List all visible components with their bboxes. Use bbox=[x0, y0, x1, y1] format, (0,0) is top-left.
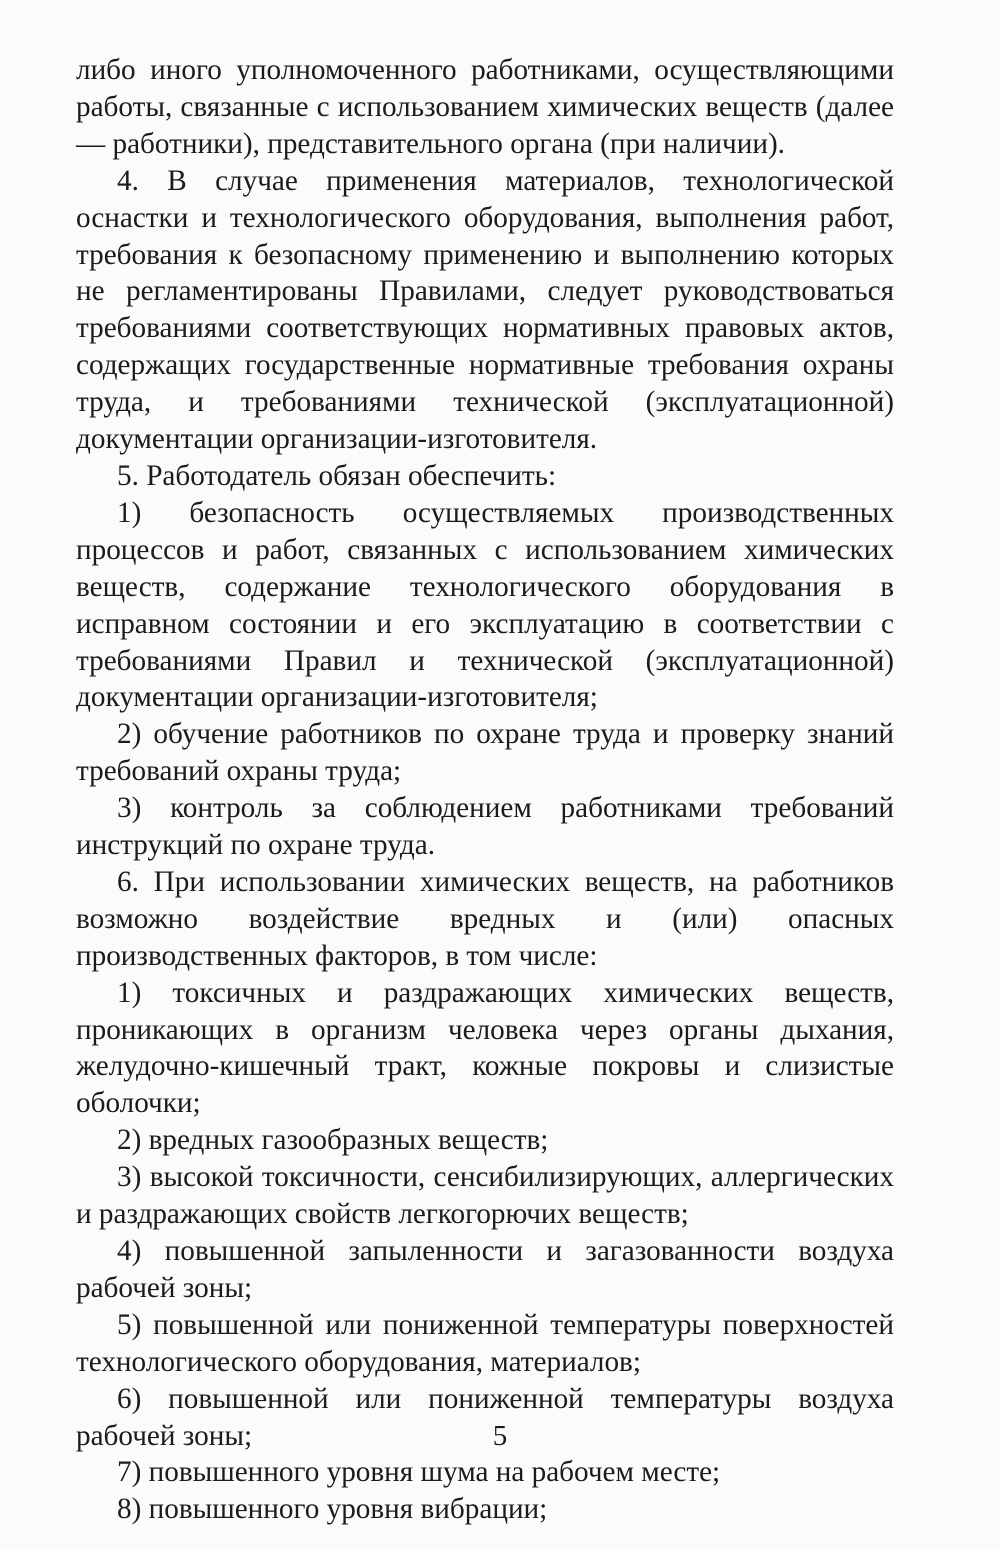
page-number: 5 bbox=[492, 1420, 508, 1452]
list-item: 2) обучение работников по охране труда и проверку знаний требований охраны труда; bbox=[76, 718, 894, 788]
list-item: 4) повышенной запыленности и загазованности воздуха рабочей зоны; bbox=[76, 1235, 894, 1304]
page-body bbox=[76, 52, 894, 1528]
list-item: 6) повышенной или пониженной температуры воздуха рабочей зоны; bbox=[76, 1382, 894, 1452]
paragraph-continuation: либо иного уполномоченного работниками, осуществляющими работы, связанные с использованием химических веществ (далее — работники), представительного органа (при наличии). bbox=[76, 54, 894, 160]
list-item: 3) контроль за соблюдением работниками требований инструкций по охране труда. bbox=[76, 792, 894, 862]
list-item: 2) вредных газообразных веществ; bbox=[117, 1124, 549, 1157]
list-item: 7) повышенного уровня шума на рабочем месте; bbox=[117, 1456, 721, 1489]
paragraph-item-4: 4. В случае применения материалов, технологической оснастки и технологического оборудования, выполнения работ, требования к безопасному применению и выполнению которых не регламентированы Правилами, следует руководствоваться требованиями соответствующих нормативных правовых актов, содержащих государственные нормативные требования охраны труда, и требованиями технической (эксплуатационной) документации организации-изготовителя. bbox=[76, 164, 894, 456]
list-item: 1) безопасность осуществляемых производственных процессов и работ, связанных с использованием химических веществ, содержание технологического оборудования в исправном состоянии и его эксплуатацию в соответствии с требованиями Правил и технической (эксплуатационной) документации организации-изготовителя; bbox=[76, 496, 894, 714]
list-item: 5) повышенной или пониженной температуры поверхностей технологического оборудования, материалов; bbox=[76, 1308, 894, 1378]
list-item: 3) высокой токсичности, сенсибилизирующих, аллергических и раздражающих свойств легкогорючих веществ; bbox=[76, 1161, 894, 1231]
list-item: 8) повышенного уровня вибрации; bbox=[117, 1493, 548, 1526]
list-item: 1) токсичных и раздражающих химических веществ, проникающих в организм человека через органы дыхания, желудочно-кишечный тракт, кожные покровы и слизистые оболочки; bbox=[76, 976, 894, 1120]
paragraph-item-5: 5. Работодатель обязан обеспечить: bbox=[117, 459, 557, 492]
paragraph-item-6: 6. При использовании химических веществ, на работников возможно воздействие вредных и (или) опасных производственных факторов, в том числе: bbox=[76, 865, 894, 972]
